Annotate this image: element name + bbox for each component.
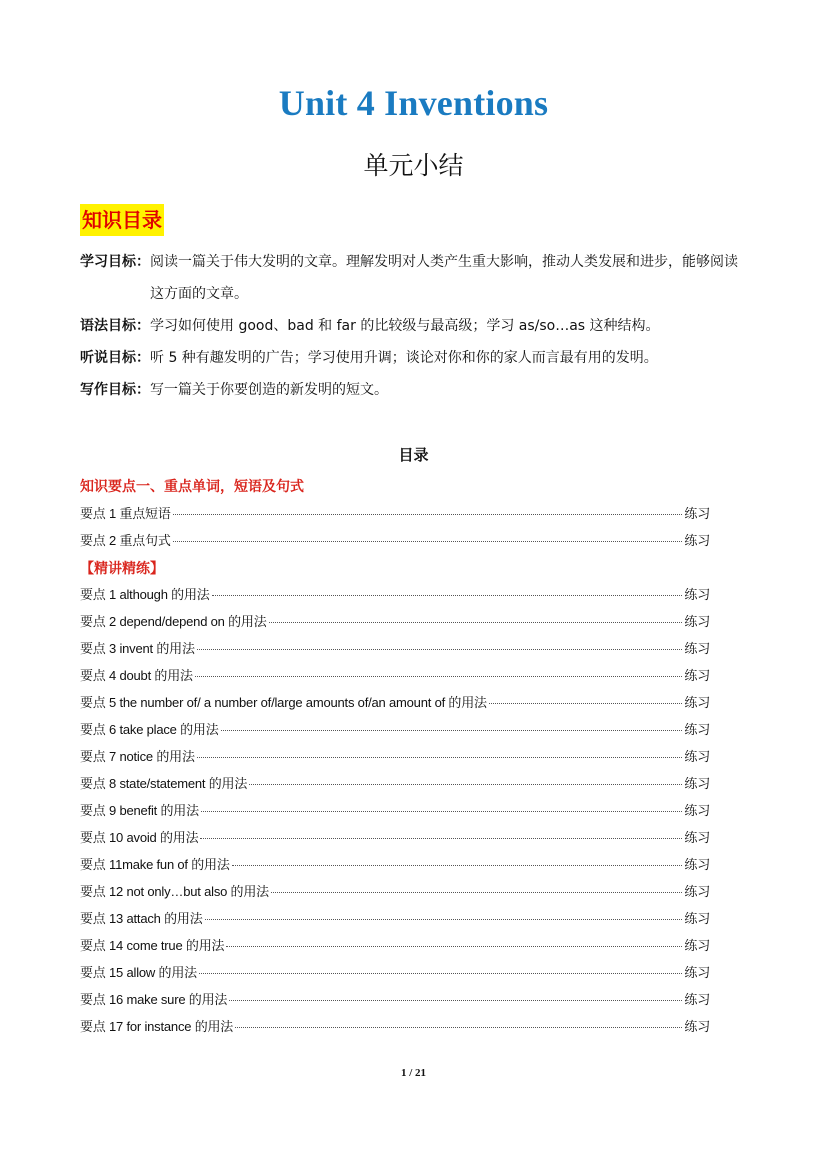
toc-entry-label: 要点 16 make sure 的用法	[80, 992, 228, 1007]
toc-entry-label: 要点 2 depend/depend on 的用法	[80, 614, 267, 629]
toc-leader-dots	[200, 838, 682, 839]
toc-entry[interactable]	[80, 800, 710, 827]
toc-entry-page: 练习	[684, 965, 710, 980]
toc-leader-dots	[235, 1027, 682, 1028]
objective-writing	[80, 374, 750, 406]
toc-entry-page: 练习	[684, 722, 710, 737]
toc-entry-page: 练习	[684, 641, 710, 656]
toc-entry[interactable]	[80, 665, 710, 692]
toc-entry[interactable]	[80, 908, 710, 935]
toc-entry-label: 要点 13 attach 的用法	[80, 911, 203, 926]
toc-leader-dots	[173, 514, 683, 515]
toc-entry-page: 练习	[684, 992, 710, 1007]
toc-entry-label: 要点 3 invent 的用法	[80, 641, 195, 656]
objective-label: 语法目标：	[80, 318, 150, 334]
toc-entry-label: 要点 17 for instance 的用法	[80, 1019, 234, 1034]
toc-entry-page: 练习	[684, 668, 710, 683]
toc-entry-label: 要点 8 state/statement 的用法	[80, 776, 248, 791]
toc-leader-dots	[269, 622, 683, 623]
toc-entry[interactable]	[80, 827, 710, 854]
toc-entry-label: 要点 10 avoid 的用法	[80, 830, 199, 845]
toc-entry[interactable]	[80, 989, 710, 1016]
toc-entry[interactable]	[80, 746, 710, 773]
objective-label: 学习目标：	[80, 254, 150, 270]
objective-text: 写一篇关于你要创造的新发明的短文。	[150, 382, 388, 398]
objective-grammar	[80, 310, 750, 342]
objective-text: 阅读一篇关于伟大发明的文章。理解发明对人类产生重大影响，推动人类发展和进步，能够阅读这方面的文章。	[150, 254, 738, 302]
toc-entry[interactable]	[80, 962, 710, 989]
toc-leader-dots	[197, 757, 683, 758]
toc-entry-label: 要点 1 although 的用法	[80, 587, 210, 602]
toc-leader-dots	[226, 946, 682, 947]
toc-leader-dots	[201, 811, 682, 812]
document-title: Unit 4 Inventions	[278, 83, 549, 123]
toc-section2-list	[80, 584, 710, 1043]
toc-entry-page: 练习	[684, 749, 710, 764]
toc-entry-page: 练习	[684, 587, 710, 602]
objective-text: 学习如何使用 good、bad 和 far 的比较级与最高级；学习 as/so…as 这种结构。	[150, 318, 660, 334]
objective-learning	[80, 246, 750, 310]
toc-entry-page: 练习	[684, 938, 710, 953]
toc-entry[interactable]	[80, 503, 710, 530]
toc-subsection-heading: 【精讲精练】	[80, 561, 164, 577]
toc-entry-page: 练习	[684, 614, 710, 629]
toc-entry[interactable]	[80, 719, 710, 746]
objective-listening	[80, 342, 750, 374]
toc-leader-dots	[232, 865, 683, 866]
toc-entry[interactable]	[80, 584, 710, 611]
toc-entry-label: 要点 6 take place 的用法	[80, 722, 219, 737]
toc-leader-dots	[489, 703, 683, 704]
document-subtitle: 单元小结	[363, 151, 464, 180]
toc-entry[interactable]	[80, 638, 710, 665]
toc-entry-label: 要点 11make fun of 的用法	[80, 857, 230, 872]
toc-entry-page: 练习	[684, 776, 710, 791]
toc-leader-dots	[221, 730, 683, 731]
objective-label: 写作目标：	[80, 382, 150, 398]
toc-entry-page: 练习	[684, 857, 710, 872]
toc-entry[interactable]	[80, 773, 710, 800]
toc-entry-label: 要点 4 doubt 的用法	[80, 668, 193, 683]
page-number: 1 / 21	[400, 1067, 427, 1079]
toc-entry[interactable]	[80, 935, 710, 962]
toc-entry-page: 练习	[684, 884, 710, 899]
toc-section1-list	[80, 503, 710, 557]
toc-entry-page: 练习	[684, 533, 710, 548]
toc-entry-label: 要点 1 重点短语	[80, 506, 171, 521]
toc-leader-dots	[249, 784, 682, 785]
toc-entry-label: 要点 9 benefit 的用法	[80, 803, 199, 818]
toc-entry-label: 要点 2 重点句式	[80, 533, 171, 548]
toc-leader-dots	[205, 919, 683, 920]
toc-entry[interactable]	[80, 1016, 710, 1043]
toc-entry[interactable]	[80, 530, 710, 557]
toc-leader-dots	[173, 541, 683, 542]
objective-label: 听说目标：	[80, 350, 150, 366]
toc-entry[interactable]	[80, 881, 710, 908]
toc-entry-page: 练习	[684, 695, 710, 710]
toc-entry-page: 练习	[684, 506, 710, 521]
toc-leader-dots	[212, 595, 683, 596]
toc-entry-page: 练习	[684, 1019, 710, 1034]
toc-leader-dots	[195, 676, 683, 677]
toc-leader-dots	[271, 892, 682, 893]
toc-leader-dots	[199, 973, 682, 974]
toc-title: 目录	[398, 446, 429, 464]
objective-text: 听 5 种有趣发明的广告；学习使用升调；谈论对你和你的家人而言最有用的发明。	[150, 350, 658, 366]
toc-leader-dots	[229, 1000, 682, 1001]
toc-entry-page: 练习	[684, 911, 710, 926]
toc-section-heading: 知识要点一、重点单词，短语及句式	[80, 479, 304, 495]
toc-entry-label: 要点 12 not only…but also 的用法	[80, 884, 269, 899]
toc-entry-label: 要点 14 come true 的用法	[80, 938, 225, 953]
objectives-block	[80, 246, 750, 406]
toc-leader-dots	[197, 649, 683, 650]
section-heading: 知识目录	[80, 204, 164, 236]
toc-entry-label: 要点 5 the number of/ a number of/large amounts of/an amount of 的用法	[80, 695, 487, 710]
toc-entry-page: 练习	[684, 830, 710, 845]
toc-entry[interactable]	[80, 611, 710, 638]
toc-entry-label: 要点 7 notice 的用法	[80, 749, 195, 764]
toc-entry-page: 练习	[684, 803, 710, 818]
toc-entry[interactable]	[80, 692, 710, 719]
toc-entry[interactable]	[80, 854, 710, 881]
toc-entry-label: 要点 15 allow 的用法	[80, 965, 197, 980]
